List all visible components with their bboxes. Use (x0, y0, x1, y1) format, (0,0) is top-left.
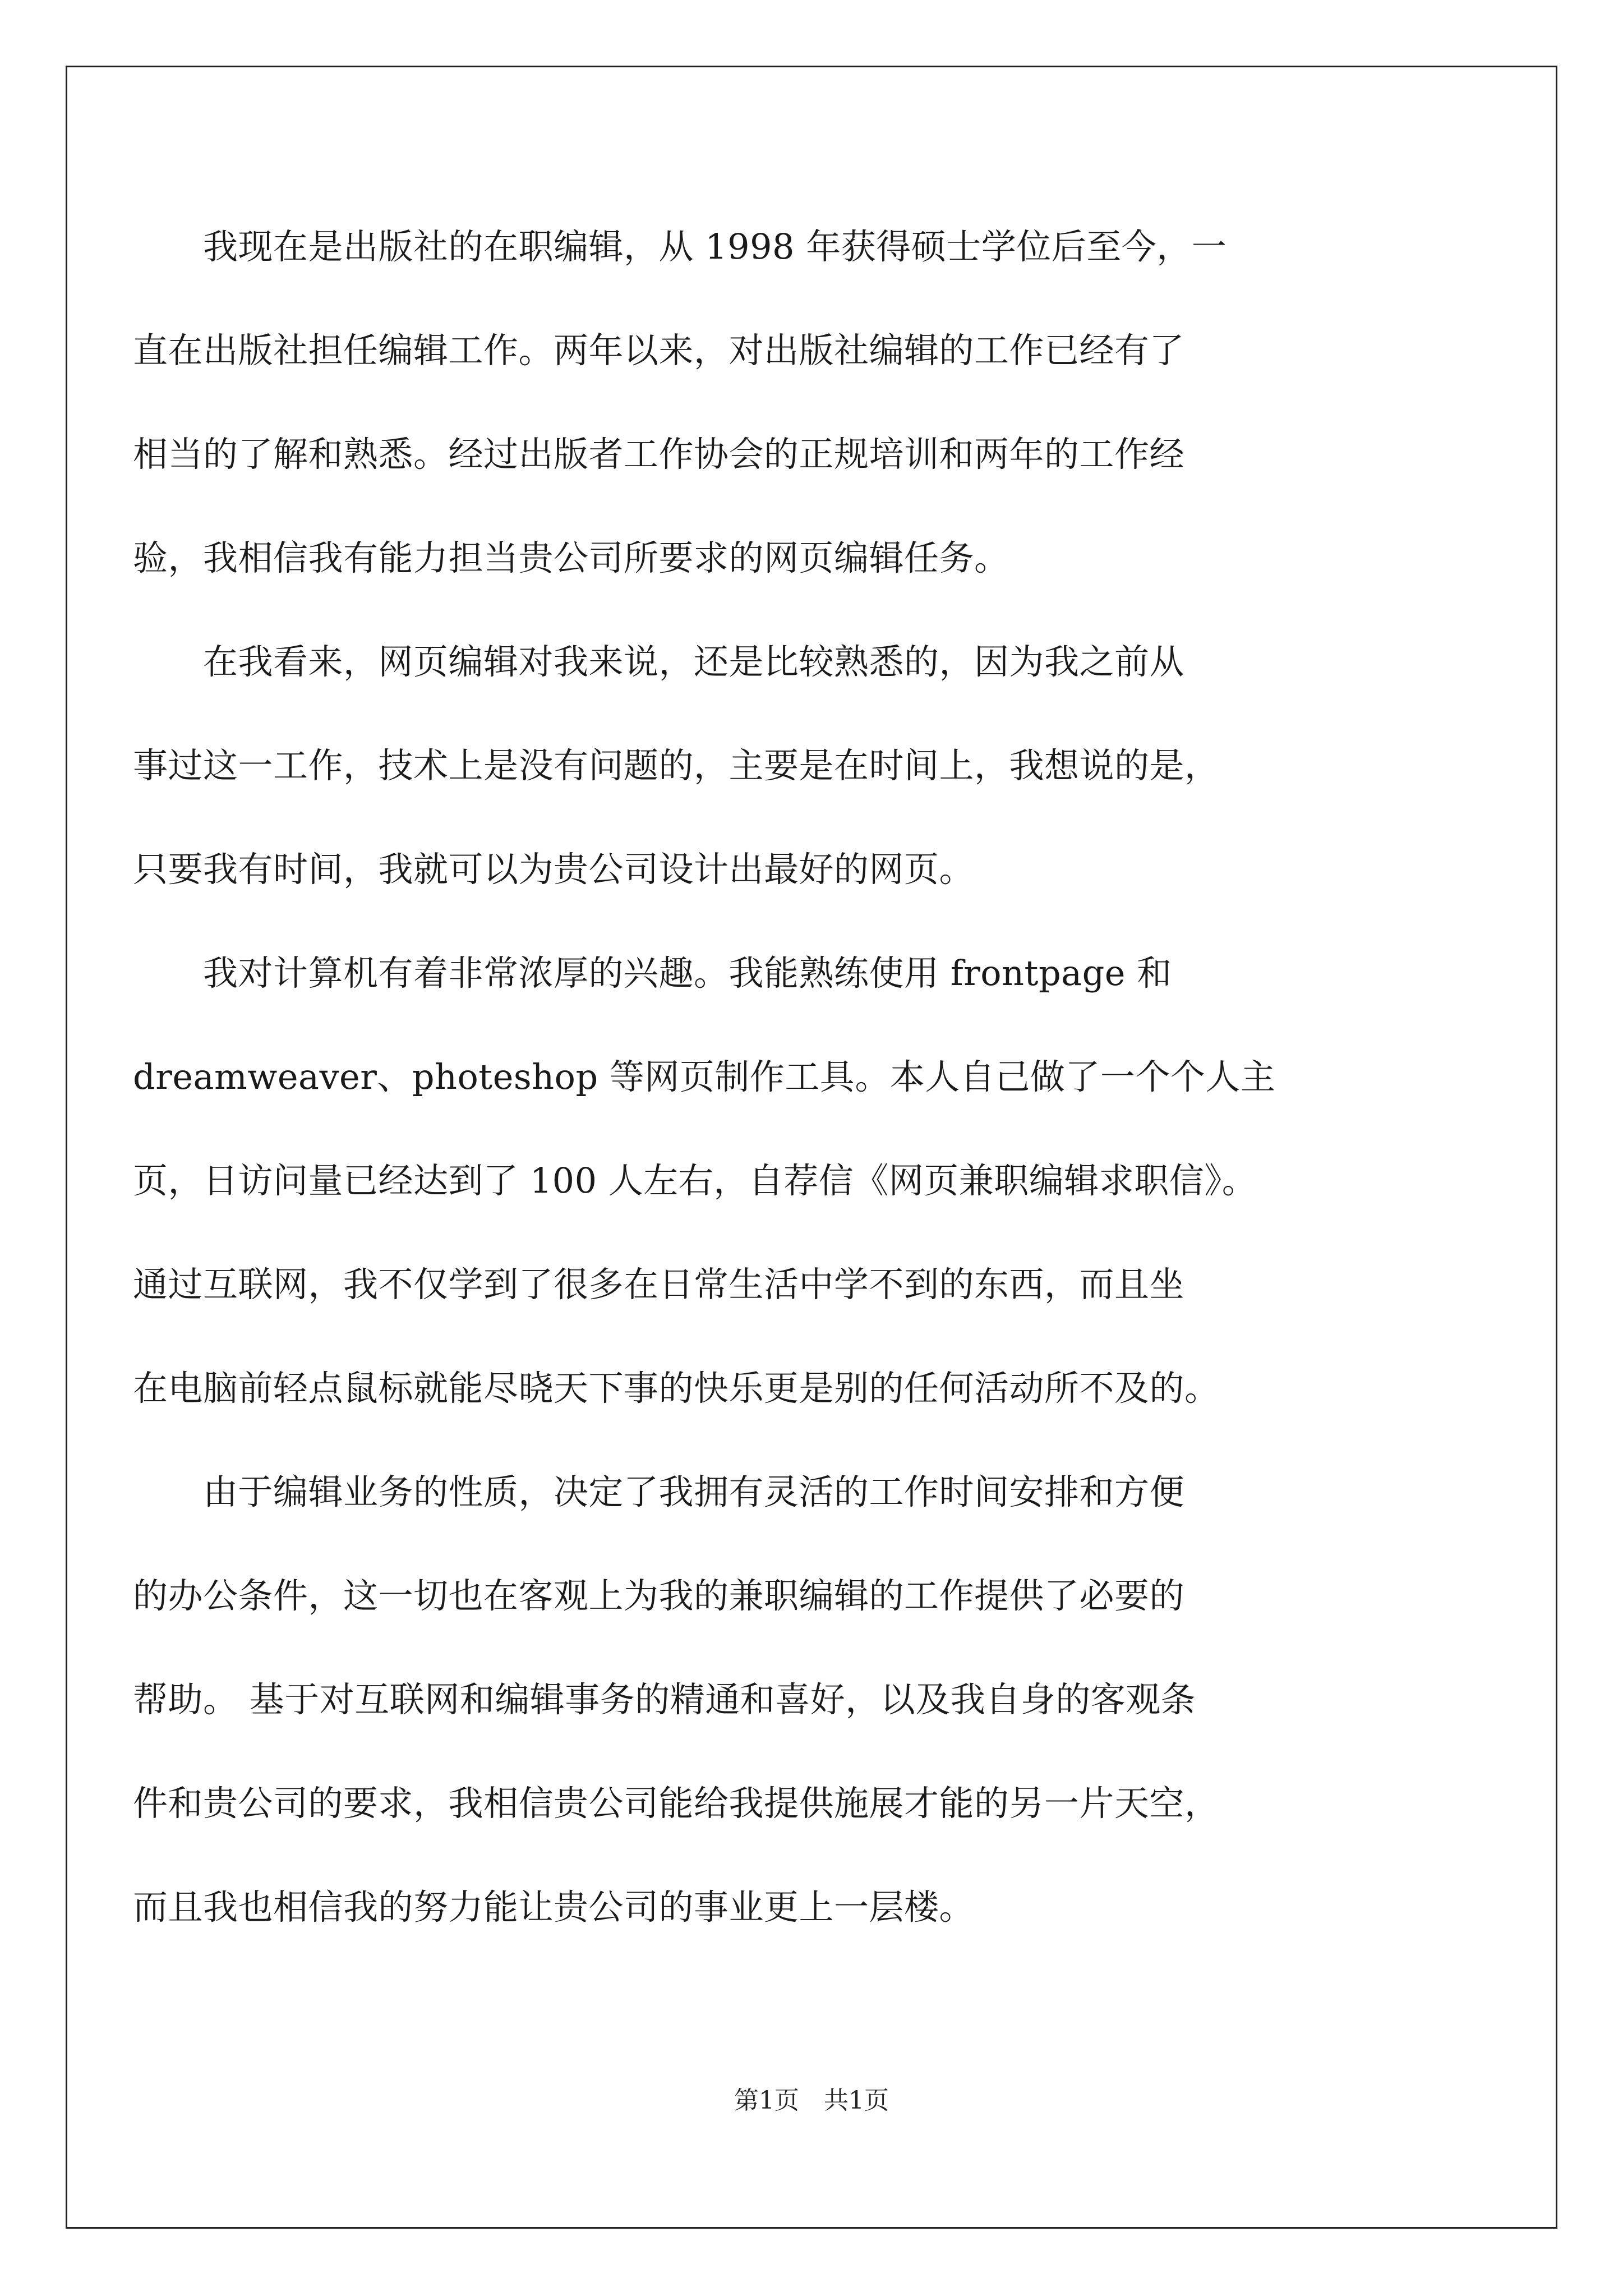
text-line: 件和贵公司的要求，我相信贵公司能给我提供施展才能的另一片天空， (133, 1783, 1220, 1824)
text-line: 验，我相信我有能力担当贵公司所要求的网页编辑任务。 (133, 537, 1009, 578)
text-line: 帮助。 基于对互联网和编辑事务的精通和喜好，以及我自身的客观条 (133, 1679, 1196, 1720)
text-line: 由于编辑业务的性质，决定了我拥有灵活的工作时间安排和方便 (133, 1471, 1185, 1512)
text-line: dreamweaver、photeshop 等网页制作工具。本人自己做了一个个人主 (133, 1056, 1276, 1097)
text-line: 页，日访问量已经达到了 100 人左右，自荐信《网页兼职编辑求职信》。 (133, 1160, 1257, 1201)
text-line: 在我看来，网页编辑对我来说，还是比较熟悉的，因为我之前从 (133, 641, 1185, 682)
text-line: 相当的了解和熟悉。经过出版者工作协会的正规培训和两年的工作经 (133, 434, 1185, 475)
text-line: 的办公条件，这一切也在客观上为我的兼职编辑的工作提供了必要的 (133, 1575, 1185, 1616)
text-line: 我现在是出版社的在职编辑，从 1998 年获得硕士学位后至今，一 (133, 226, 1227, 267)
text-line: 只要我有时间，我就可以为贵公司设计出最好的网页。 (133, 849, 975, 890)
text-line: 而且我也相信我的努力能让贵公司的事业更上一层楼。 (133, 1887, 975, 1927)
text-line: 事过这一工作，技术上是没有问题的，主要是在时间上，我想说的是， (133, 745, 1220, 786)
text-line: 直在出版社担任编辑工作。两年以来，对出版社编辑的工作已经有了 (133, 330, 1185, 371)
text-line: 在电脑前轻点鼠标就能尽晓天下事的快乐更是别的任何活动所不及的。 (133, 1368, 1220, 1409)
text-line: 通过互联网，我不仅学到了很多在日常生活中学不到的东西，而且坐 (133, 1264, 1185, 1305)
text-line: 我对计算机有着非常浓厚的兴趣。我能熟练使用 frontpage 和 (133, 953, 1172, 993)
page-number-footer: 第1页 共1页 (734, 2086, 889, 2115)
